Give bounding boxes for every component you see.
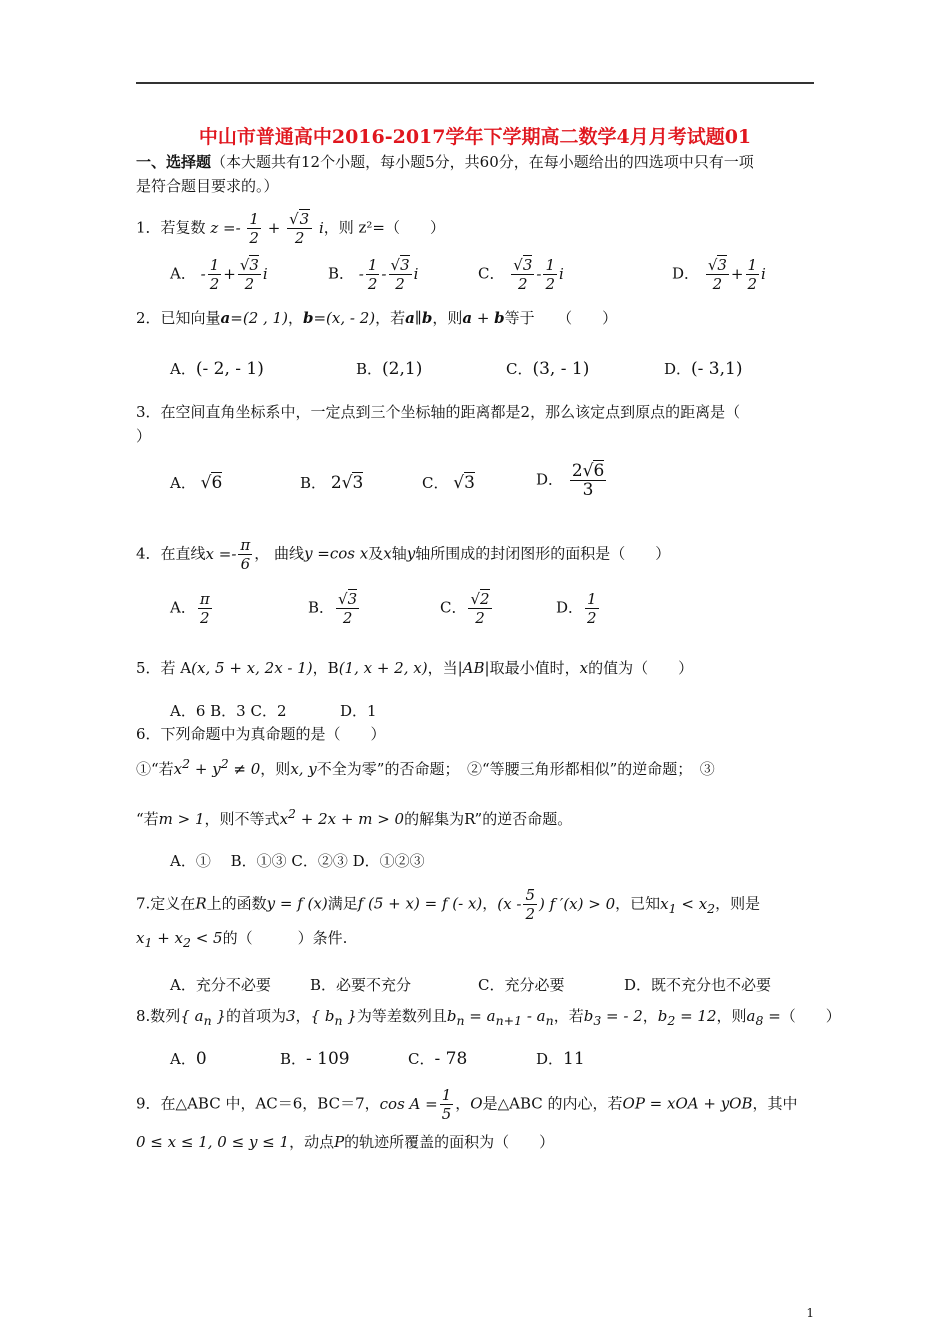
question-1 (136, 210, 445, 247)
q6-options[interactable]: A．① B．①③ C．②③ D．①②③ (170, 852, 425, 870)
q2-option-c[interactable]: C．(3, - 1) (506, 359, 590, 379)
q8-option-a[interactable]: A．0 (170, 1049, 207, 1069)
q8-option-c[interactable]: C．- 78 (408, 1049, 468, 1069)
question-9: 9．在△ABC 中，AC＝6，BC＝7，cos A = $\frac{1}{5}$ ，O是△ABC 的内心，若OP = xOA + yOB，其中 (136, 1086, 798, 1123)
q5-option-d[interactable]: D．1 (340, 702, 377, 720)
question-2: 2．已知向量a=(2 , 1)，b=(x, - 2)，若a∥b，则a + b等于 （ ） (136, 309, 618, 327)
question-4: 4．在直线x =- $\frac{\pi}{6}$ ， 曲线y =cos x及x轴y轴所围成的封闭图形的面积是（ ） (136, 536, 671, 573)
q1-tail: ，则 z²=（ ） (323, 218, 446, 237)
q1-expr: z =- $\frac{1}{2}$ + $\frac{√3}{2}$ i (210, 210, 324, 247)
question-6-prop-1: ①“若$x^2 + y^2 \ne 0$，则x, y不全为零”的否命题； ②“等腰三角形都相似”的逆命题； ③ (136, 756, 715, 778)
q2-option-a[interactable]: A．(- 2, - 1) (170, 359, 264, 379)
q3-option-b[interactable]: B． 2√3 (300, 473, 364, 493)
question-3-line-2: ） (136, 427, 152, 445)
q4-option-d[interactable]: D． $\frac{1}{2}$ (556, 590, 597, 627)
q2-option-d[interactable]: D．(- 3,1) (664, 359, 743, 379)
page-title: 中山市普通高中2016-2017学年下学期高二数学4月月考试题01 (198, 126, 752, 148)
question-7-line-2: $x_1 + x_2 < 5$的（ ）条件. (136, 929, 348, 950)
q3-option-d[interactable]: D． $\frac{2√6}{3}$ (536, 461, 605, 500)
q8-option-d[interactable]: D．11 (536, 1049, 585, 1069)
question-5: 5．若 A(x, 5 + x, 2x - 1)，B(1, x + 2, x)，当|AB|取最小值时，x的值为（ ） (136, 659, 694, 677)
section-heading (136, 152, 754, 172)
question-3-line-1: 3．在空间直角坐标系中，一定点到三个坐标轴的距离都是2，那么该定点到原点的距离是（ (136, 403, 741, 421)
q1-option-c[interactable]: C． $\frac{√3}{2}$ - $\frac{1}{2}$ i (478, 256, 564, 293)
q4-option-c[interactable]: C． $\frac{√2}{2}$ (440, 590, 490, 627)
q2-option-b[interactable]: B．(2,1) (356, 359, 423, 379)
section-desc-2: 是符合题目要求的。） (136, 177, 279, 195)
page-number: 1 (806, 1306, 814, 1320)
q5-options-abc[interactable]: A．6 B．3 C．2 (170, 702, 287, 720)
question-8: 8.数列{ $a_n$ }的首项为3，{ $b_n$ }为等差数列且$b_n = a_{n+1} - a_n$，若$b_3$ = - 2，$b_2 = 12$，则$a_8$ =（ ） (136, 1007, 841, 1028)
q4-option-b[interactable]: B． $\frac{√3}{2}$ (308, 590, 358, 627)
q7-option-c[interactable]: C．充分必要 (478, 976, 565, 994)
section-desc-1: （本大题共有12个小题，每小题5分，共60分，在每小题给出的四选项中只有一项 (211, 153, 754, 171)
header-rule (136, 82, 814, 84)
question-9-line-2: 0 ≤ x ≤ 1, 0 ≤ y ≤ 1，动点P的轨迹所覆盖的面积为（ ） (136, 1133, 555, 1151)
q8-option-b[interactable]: B．- 109 (280, 1049, 350, 1069)
question-7: 7.定义在R上的函数y = f (x)满足f (5 + x) = f (- x)，(x - $\frac{5}{2}$ ) f ′(x) > 0，已知$x_1 < x_2$，则是 (136, 886, 761, 923)
section-label: 一、选择题 (136, 153, 212, 171)
question-6: 6．下列命题中为真命题的是（ ） (136, 725, 386, 743)
q1-option-a[interactable]: A． - $\frac{1}{2}$ + $\frac{√3}{2}$ i (170, 256, 268, 293)
q7-option-b[interactable]: B．必要不充分 (310, 976, 412, 994)
q3-option-a[interactable]: A． √6 (170, 473, 223, 493)
q7-option-d[interactable]: D．既不充分也不必要 (624, 976, 772, 994)
question-6-prop-3: “若m > 1，则不等式$x^2 + 2x + m > 0$的解集为R”的逆否命题。 (136, 806, 573, 828)
q1-option-d[interactable]: D． $\frac{√3}{2}$ + $\frac{1}{2}$ i (672, 256, 766, 293)
q4-option-a[interactable]: A． $\frac{\pi}{2}$ (170, 590, 210, 627)
q1-number: 1．若复数 (136, 218, 206, 237)
q3-option-c[interactable]: C． √3 (422, 473, 475, 493)
q7-option-a[interactable]: A．充分不必要 (170, 976, 271, 994)
q1-option-b[interactable]: B． - $\frac{1}{2}$ - $\frac{√3}{2}$ i (328, 256, 419, 293)
